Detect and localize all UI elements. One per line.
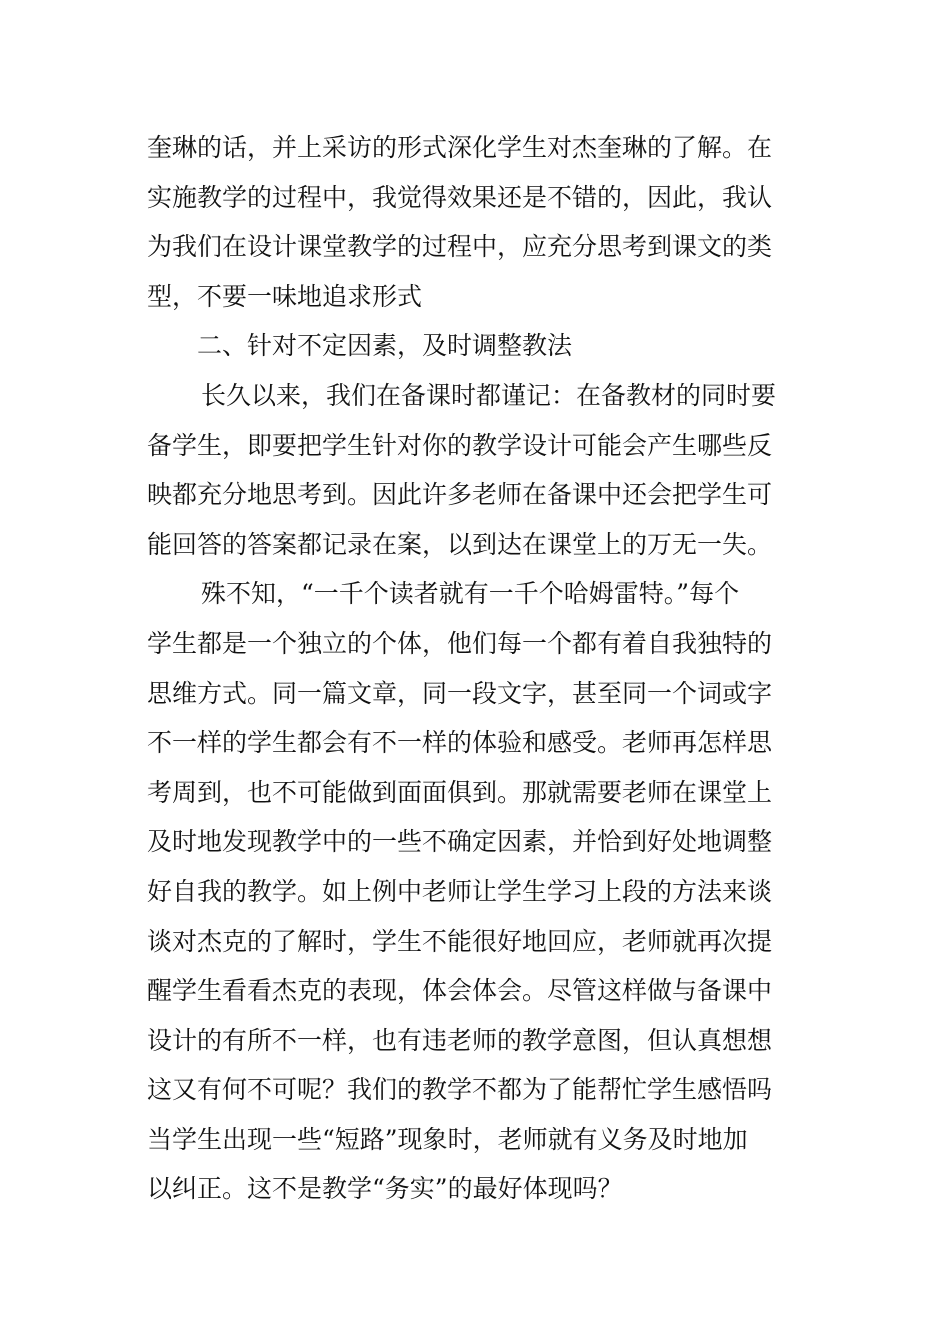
text-line: 能回答的答案都记录在案，以到达在课堂上的万无一失。 bbox=[147, 529, 773, 559]
text-line: 以纠正。这不是教学“务实”的最好体现吗？ bbox=[147, 1174, 623, 1204]
text-line: 好自我的教学。如上例中老师让学生学习上段的方法来谈 bbox=[147, 876, 773, 906]
text-line: 设计的有所不一样，也有违老师的教学意图，但认真想想 bbox=[147, 1025, 773, 1055]
text-line: 醒学生看看杰克的表现，体会体会。尽管这样做与备课中 bbox=[147, 976, 773, 1006]
text-line: 奎琳的话，并上采访的形式深化学生对杰奎琳的了解。在 bbox=[147, 133, 773, 162]
text-line: 实施教学的过程中，我觉得效果还是不错的，因此，我认 bbox=[147, 182, 773, 212]
text-line: 谈对杰克的了解时，学生不能很好地回应，老师就再次提 bbox=[147, 926, 773, 956]
text-line: 长久以来，我们在备课时都谨记：在备教材的同时要 bbox=[201, 380, 777, 410]
text-line: 这又有何不可呢？我们的教学不都为了能帮忙学生感悟吗 bbox=[147, 1075, 773, 1105]
text-line: 及时地发现教学中的一些不确定因素，并恰到好处地调整 bbox=[147, 827, 773, 857]
text-line: 考周到，也不可能做到面面俱到。那就需要老师在课堂上 bbox=[147, 777, 773, 807]
text-line: 为我们在设计课堂教学的过程中，应充分思考到课文的类 bbox=[147, 232, 773, 262]
text-line: 型，不要一味地追求形式 bbox=[147, 281, 423, 311]
text-line: 当学生出现一些“短路”现象时，老师就有义务及时地加 bbox=[147, 1124, 748, 1154]
document-body bbox=[147, 123, 807, 1214]
text-line: 映都充分地思考到。因此许多老师在备课中还会把学生可 bbox=[147, 480, 773, 510]
text-line: 学生都是一个独立的个体，他们每一个都有着自我独特的 bbox=[147, 628, 773, 658]
text-line: 备学生，即要把学生针对你的教学设计可能会产生哪些反 bbox=[147, 430, 773, 460]
text-line: 思维方式。同一篇文章，同一段文字，甚至同一个词或字 bbox=[147, 678, 773, 708]
text-line: 殊不知，“一千个读者就有一千个哈姆雷特。”每个 bbox=[201, 579, 740, 609]
text-line: 不一样的学生都会有不一样的体验和感受。老师再怎样思 bbox=[147, 728, 773, 758]
section-heading: 二、针对不定因素，及时调整教法 bbox=[197, 331, 573, 361]
